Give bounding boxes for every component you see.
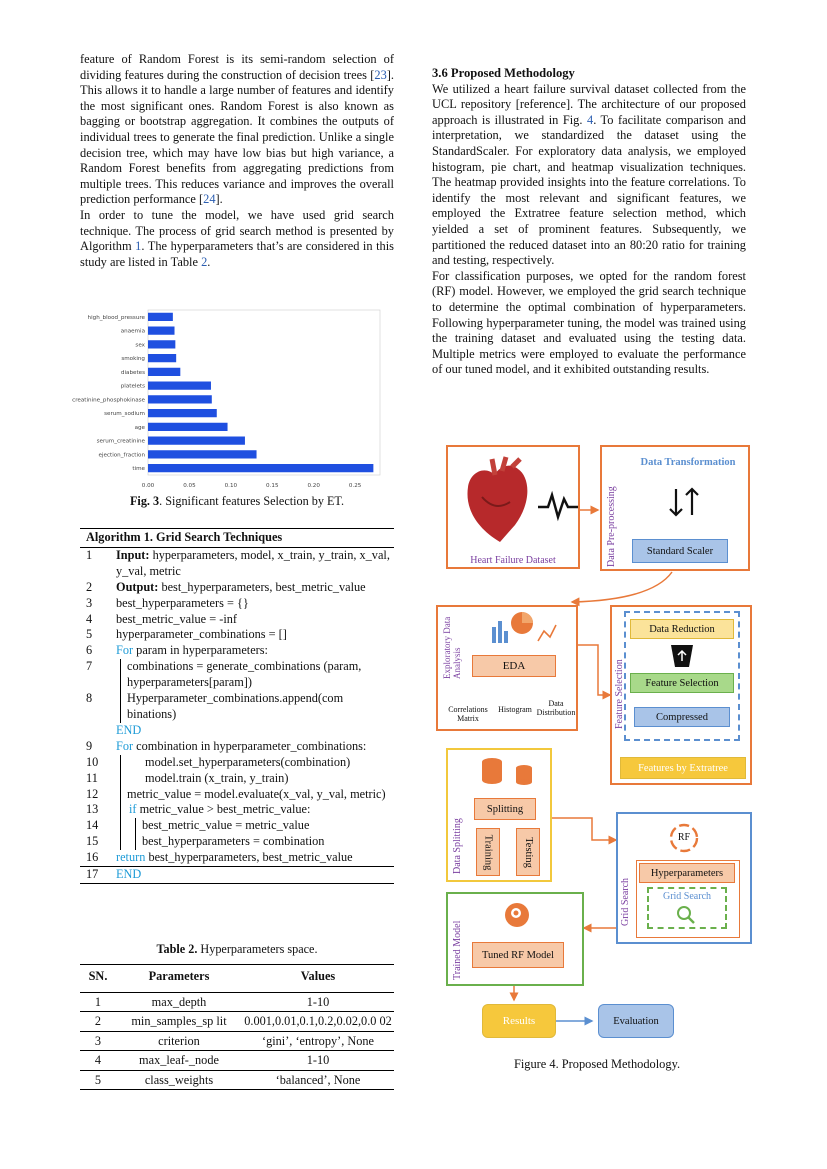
arrow <box>552 818 616 840</box>
algorithm-title: Algorithm 1. Grid Search Techniques <box>80 528 394 548</box>
table-cell: criterion <box>116 1031 242 1051</box>
table-cell: 2 <box>80 1012 116 1032</box>
heart-dataset-box <box>446 445 580 569</box>
hyperparameter-table <box>80 964 394 1090</box>
table-row <box>80 1070 394 1090</box>
algorithm-line <box>80 659 394 691</box>
paragraph-grid-search: In order to tune the model, we have used grid search technique. The process of grid search method is presented by Algorithm 1. The hyperparameters that’s are considered in this study are listed in Table 2. <box>80 207 394 269</box>
histogram-label: Histogram <box>498 705 532 714</box>
table-cell: 3 <box>80 1031 116 1051</box>
line-text: metric_value = model.evaluate(x_val, y_val, metric) <box>116 787 394 803</box>
algorithm-line <box>80 834 394 850</box>
keyword: For <box>116 643 134 658</box>
line-number: 5 <box>86 627 93 642</box>
keyword: For <box>116 738 134 753</box>
line-number: 9 <box>86 738 93 753</box>
keyword: return <box>116 850 146 865</box>
testing-node: Testing <box>516 828 540 876</box>
splitting-node: Splitting <box>474 798 536 820</box>
line-text: best_metric_value = metric_value <box>116 818 394 834</box>
bar-high_blood_pressure <box>148 313 173 321</box>
x-tick-label: 0.10 <box>224 483 238 489</box>
algorithm-line <box>80 850 394 867</box>
y-tick-label: platelets <box>120 383 145 390</box>
table-cell: 0.001,0.01,0.1,0.2,0.02,0.0 02 <box>242 1012 394 1032</box>
paragraph-methodology: We utilized a heart failure survival dataset collected from the UCL repository [reference]. The architecture of our proposed approach is illustrated in Fig. 4. To facilitate comparison and interpretation, we standardized the dataset using the StandardScaler. For exploratory data analysis, we employed histogram, pie chart, and heatmap visualization techniques. The heatmap provided insights into the feature correlations. To identify the most relevant and significant features, we employed the Extratree feature selection method, which yielded a set of prominent features. Subsequently, we partitioned the reduced dataset into an 80:20 ratio for training and testing, respectively. <box>432 81 746 268</box>
table-row <box>80 1031 394 1051</box>
database-split-icon <box>472 754 542 790</box>
eda-side-label: Exploratory Data Analysis <box>442 616 462 679</box>
citation-link[interactable]: 23 <box>374 67 387 82</box>
y-tick-label: creatinine_phosphokinase <box>72 397 145 404</box>
line-text <box>116 723 394 739</box>
swap-arrows-icon <box>666 485 702 519</box>
y-tick-label: age <box>134 424 145 431</box>
table-cell: max_leaf-_node <box>116 1051 242 1071</box>
keyword: END <box>116 722 142 737</box>
table-link[interactable]: 2 <box>201 254 208 269</box>
keyword: if <box>129 802 137 817</box>
chart-canvas <box>72 300 394 490</box>
section-heading: 3.6 Proposed Methodology <box>432 66 575 80</box>
bar-smoking <box>148 354 176 362</box>
figure-link[interactable]: 4 <box>586 112 594 127</box>
algorithm-line <box>80 771 394 787</box>
data-splitting-box <box>446 748 552 882</box>
line-text: For param in hyperparameters: <box>116 643 268 658</box>
bar-age <box>148 423 228 431</box>
line-text: if metric_value > best_metric_value: <box>116 802 394 818</box>
methodology-diagram <box>432 440 762 1060</box>
algorithm-line <box>80 580 394 596</box>
table-2-caption: Table 2. Hyperparameters space. <box>156 942 318 956</box>
table-row <box>80 1012 394 1032</box>
algorithm-line <box>80 787 394 803</box>
data-splitting-side-label: Data Splitting <box>452 818 463 874</box>
figure-3-caption: Fig. 3. Significant features Selection by ET. <box>129 494 345 508</box>
line-number: 17 <box>86 867 99 882</box>
rf-label: RF <box>677 832 691 843</box>
heart-dataset-label: Heart Failure Dataset <box>470 555 556 566</box>
bar-anaemia <box>148 327 175 335</box>
algorithm-line <box>80 643 394 659</box>
table-cell: 5 <box>80 1070 116 1090</box>
distribution-label: Data Distribution <box>536 699 576 717</box>
line-text: hyperparameter_combinations = [] <box>116 627 287 642</box>
data-reduction-node: Data Reduction <box>630 619 734 639</box>
y-tick-label: ejection_fraction <box>98 452 145 459</box>
line-text <box>116 867 394 883</box>
ecg-icon <box>536 489 580 519</box>
table-cell: 1-10 <box>242 1051 394 1071</box>
bar-creatinine_phosphokinase <box>148 395 212 403</box>
y-tick-label: sex <box>135 342 145 349</box>
algorithm-line <box>80 691 394 723</box>
compressed-node: Compressed <box>634 707 730 727</box>
line-text: return best_hyperparameters, best_metric_value <box>116 850 353 865</box>
line-text: best_hyperparameters = {} <box>116 595 249 610</box>
features-extratree-node: Features by Extratree <box>620 757 746 779</box>
feature-selection-node: Feature Selection <box>630 673 734 693</box>
line-number: 10 <box>86 754 99 769</box>
algorithm-line <box>80 818 394 834</box>
correlations-label: Correlations Matrix <box>448 705 488 723</box>
feature-selection-box <box>610 605 752 785</box>
table-cell: 1 <box>80 992 116 1012</box>
algorithm-line <box>80 548 394 580</box>
line-text: best_metric_value = -inf <box>116 611 237 626</box>
table-header: Values <box>242 965 394 993</box>
recycle-bin-icon <box>668 643 696 669</box>
bar-sex <box>148 340 175 348</box>
bar-ejection_fraction <box>148 450 257 458</box>
line-number <box>80 723 116 739</box>
trained-model-side-label: Trained Model <box>452 920 463 980</box>
y-tick-label: smoking <box>121 356 145 363</box>
line-text: combinations = generate_combinations (param, hyperparameters[param]) <box>116 659 394 691</box>
paragraph-random-forest: feature of Random Forest is its semi-random selection of dividing features during the construction of decision trees [23]. This allows it to handle a large number of features and identify the most significant ones. Random Forest is also known as bagging or bootstrap aggregation. It combines the outputs of individual trees to generate the final prediction. Unlike a single decision tree, which may have low bias but high variance, a Random Forest benefits from aggregating predictions from multiple trees. This reduces variance and improves the overall prediction performance [24]. <box>80 52 394 207</box>
keyword: END <box>116 867 142 882</box>
arrow <box>572 572 672 602</box>
x-tick-label: 0.15 <box>266 483 279 489</box>
x-tick-label: 0.25 <box>348 483 362 489</box>
line-number: 2 <box>86 579 93 594</box>
line-number: 8 <box>86 691 93 706</box>
brain-gear-icon <box>502 900 532 930</box>
eda-box <box>436 605 578 731</box>
bar-diabetes <box>148 368 180 376</box>
algorithm-line <box>80 612 394 628</box>
line-text: model.set_hyperparameters(combination) <box>116 755 394 771</box>
bar-time <box>148 464 373 472</box>
table-cell: 4 <box>80 1051 116 1071</box>
hyperparameters-node: Hyperparameters <box>639 863 735 883</box>
y-tick-label: time <box>132 466 145 473</box>
table-row <box>80 1051 394 1071</box>
data-transformation-label: Data Transformation <box>640 457 736 468</box>
left-column <box>80 52 394 270</box>
line-number: 1 <box>86 547 93 562</box>
analytics-icon <box>488 609 560 649</box>
table-cell: 1-10 <box>242 992 394 1012</box>
x-tick-label: 0.20 <box>307 483 320 489</box>
x-tick-label: 0.00 <box>141 483 155 489</box>
right-column <box>432 66 746 378</box>
line-number: 15 <box>86 834 99 849</box>
tuned-rf-node: Tuned RF Model <box>472 942 564 968</box>
bar-platelets <box>148 382 211 390</box>
table-cell: max_depth <box>116 992 242 1012</box>
paragraph-classification: For classification purposes, we opted for the random forest (RF) model. However, we employed the grid search technique to determine the optimal combination of hyperparameters. Following hyperparameter tuning, the model was trained using the training dataset and evaluated using the testing data. Multiple metrics were employed to evaluate the performance of our tuned model, and it exhibited outstanding results. <box>432 268 746 377</box>
line-number: 6 <box>86 643 93 658</box>
grid-search-side-label: Grid Search <box>620 877 631 926</box>
table-header: Parameters <box>116 965 242 993</box>
algorithm-block <box>80 528 394 884</box>
bar-serum_creatinine <box>148 437 245 445</box>
line-text: model.train (x_train, y_train) <box>116 771 394 787</box>
preprocessing-side-label: Data Pre-processing <box>606 486 617 567</box>
algorithm-line <box>80 755 394 771</box>
preprocessing-box <box>600 445 750 571</box>
y-tick-label: diabetes <box>120 369 145 376</box>
trained-model-box <box>446 892 584 986</box>
results-node: Results <box>482 1004 556 1038</box>
heart-icon <box>460 457 540 547</box>
algorithm-line <box>80 802 394 818</box>
line-number: 16 <box>86 850 99 865</box>
line-number: 13 <box>86 802 99 817</box>
evaluation-node: Evaluation <box>598 1004 674 1038</box>
feature-selection-side-label: Feature Selection <box>614 659 625 729</box>
figure-4-caption: Figure 4. Proposed Methodology. <box>513 1057 681 1071</box>
grid-search-label: Grid Search <box>662 891 712 902</box>
line-number: 14 <box>86 818 99 833</box>
x-tick-label: 0.05 <box>183 483 196 489</box>
y-tick-label: serum_creatinine <box>96 438 145 445</box>
algorithm-link[interactable]: 1 <box>135 239 142 254</box>
table-cell: ‘balanced’, None <box>242 1070 394 1090</box>
line-text: Input: hyperparameters, model, x_train, y_train, x_val, y_val, metric <box>116 547 390 578</box>
line-text: For combination in hyperparameter_combinations: <box>116 738 367 753</box>
line-number: 3 <box>86 595 93 610</box>
algorithm-line <box>80 739 394 755</box>
algorithm-line <box>80 596 394 612</box>
citation-link[interactable]: 24 <box>203 192 216 207</box>
table-cell: min_samples_sp lit <box>116 1012 242 1032</box>
algorithm-line <box>80 723 394 739</box>
training-node: Training <box>476 828 500 876</box>
table-header: SN. <box>80 965 116 993</box>
standard-scaler-node: Standard Scaler <box>632 539 728 563</box>
y-tick-label: high_blood_pressure <box>87 314 145 321</box>
line-number: 12 <box>86 786 99 801</box>
line-text: Output: best_hyperparameters, best_metric_value <box>116 579 366 594</box>
line-number: 7 <box>86 659 93 674</box>
line-text: best_hyperparameters = combination <box>116 834 394 850</box>
feature-importance-chart <box>72 300 394 490</box>
grid-search-box <box>616 812 752 944</box>
line-number: 4 <box>86 611 93 626</box>
bar-serum_sodium <box>148 409 217 417</box>
arrow <box>578 645 610 695</box>
y-tick-label: serum_sodium <box>104 411 145 418</box>
table-cell: ‘gini’, ‘entropy’, None <box>242 1031 394 1051</box>
algorithm-line <box>80 627 394 643</box>
line-text: Hyperparameter_combinations.append(com binations) <box>116 691 394 723</box>
table-row <box>80 992 394 1012</box>
algorithm-line <box>80 867 394 884</box>
hyperparameters-frame <box>636 860 740 938</box>
y-tick-label: anaemia <box>120 328 145 335</box>
eda-node: EDA <box>472 655 556 677</box>
magnifier-icon <box>675 905 697 925</box>
table-cell: class_weights <box>116 1070 242 1090</box>
line-number: 11 <box>86 770 98 785</box>
